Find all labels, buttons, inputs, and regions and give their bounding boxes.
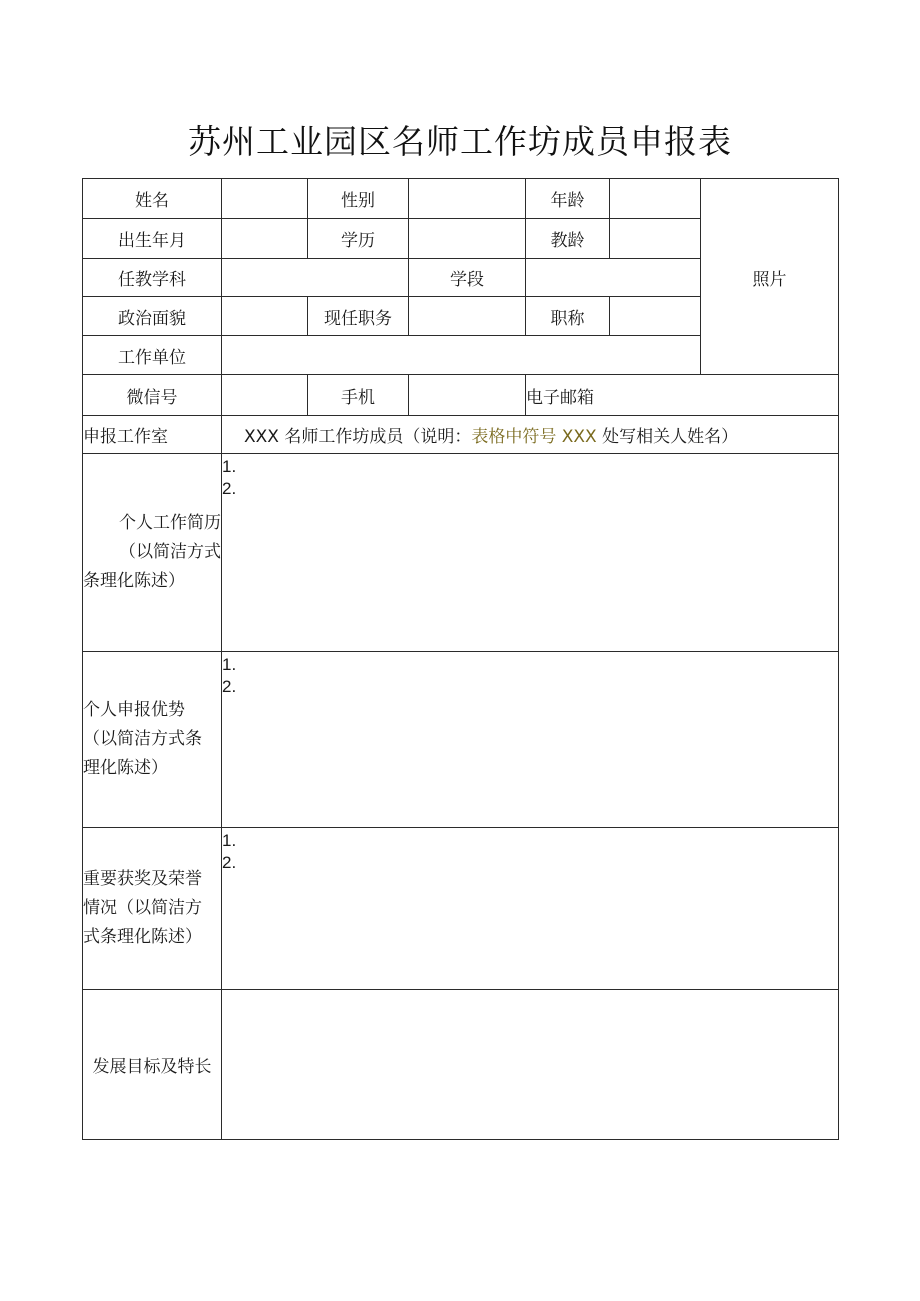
office-value-prefix: XXX 名师工作坊成员（说明： (244, 427, 472, 447)
birth-label: 出生年月 (83, 219, 222, 259)
work-history-field[interactable] (222, 454, 839, 652)
awards-label (83, 828, 222, 990)
list-item: 1. (222, 457, 237, 476)
name-label: 姓名 (83, 179, 222, 219)
list-item: 2. (222, 853, 237, 872)
page-title: 苏州工业园区名师工作坊成员申报表 (188, 122, 732, 161)
awards-field[interactable] (222, 828, 839, 990)
advantages-label (83, 652, 222, 828)
email-field[interactable] (526, 375, 839, 416)
wechat-label: 微信号 (83, 375, 222, 416)
phone-label: 手机 (308, 375, 409, 416)
title-rank-label: 职称 (526, 297, 610, 336)
list-item: 2. (222, 677, 237, 696)
office-value-hint: 表格中符号 XXX (471, 427, 597, 447)
political-label: 政治面貌 (83, 297, 222, 336)
birth-field[interactable] (222, 219, 308, 259)
name-field[interactable] (222, 179, 308, 219)
list-item: 2. (222, 479, 237, 498)
teaching-years-field[interactable] (610, 219, 701, 259)
work-history-label-line: 个人工作简历 (119, 513, 221, 533)
awards-label-line: 重要获奖及荣誉 (83, 869, 202, 889)
political-field[interactable] (222, 297, 308, 336)
advantages-label-line: （以简洁方式条 (83, 729, 202, 749)
wechat-field[interactable] (222, 375, 308, 416)
age-label: 年龄 (526, 179, 610, 219)
advantages-label-line: 个人申报优势 (83, 700, 185, 720)
office-field[interactable] (222, 416, 839, 454)
email-label: 电子邮箱 (526, 387, 594, 408)
application-form-table (82, 178, 839, 1140)
list-item: 1. (222, 831, 237, 850)
education-field[interactable] (409, 219, 526, 259)
gender-field[interactable] (409, 179, 526, 219)
employer-field[interactable] (222, 336, 701, 375)
subject-label: 任教学科 (83, 259, 222, 297)
gender-label: 性别 (308, 179, 409, 219)
phone-field[interactable] (409, 375, 526, 416)
stage-field[interactable] (526, 259, 701, 297)
position-field[interactable] (409, 297, 526, 336)
title-rank-field[interactable] (610, 297, 701, 336)
photo-box[interactable]: 照片 (701, 179, 839, 375)
work-history-label-line: （以简洁方式 (119, 542, 221, 562)
subject-field[interactable] (222, 259, 409, 297)
goals-field[interactable] (222, 990, 839, 1140)
advantages-field[interactable] (222, 652, 839, 828)
employer-label: 工作单位 (83, 336, 222, 375)
work-history-label-line: 条理化陈述） (83, 571, 185, 591)
office-value-suffix: 处写相关人姓名） (596, 427, 739, 447)
office-label: 申报工作室 (83, 416, 222, 454)
list-item: 1. (222, 655, 237, 674)
advantages-label-line: 理化陈述） (83, 758, 168, 778)
goals-label: 发展目标及特长 (83, 990, 222, 1140)
position-label: 现任职务 (308, 297, 409, 336)
work-history-label (83, 454, 222, 652)
awards-label-line: 情况（以简洁方 (83, 898, 202, 918)
education-label: 学历 (308, 219, 409, 259)
awards-label-line: 式条理化陈述） (83, 927, 202, 947)
teaching-years-label: 教龄 (526, 219, 610, 259)
stage-label: 学段 (409, 259, 526, 297)
age-field[interactable] (610, 179, 701, 219)
